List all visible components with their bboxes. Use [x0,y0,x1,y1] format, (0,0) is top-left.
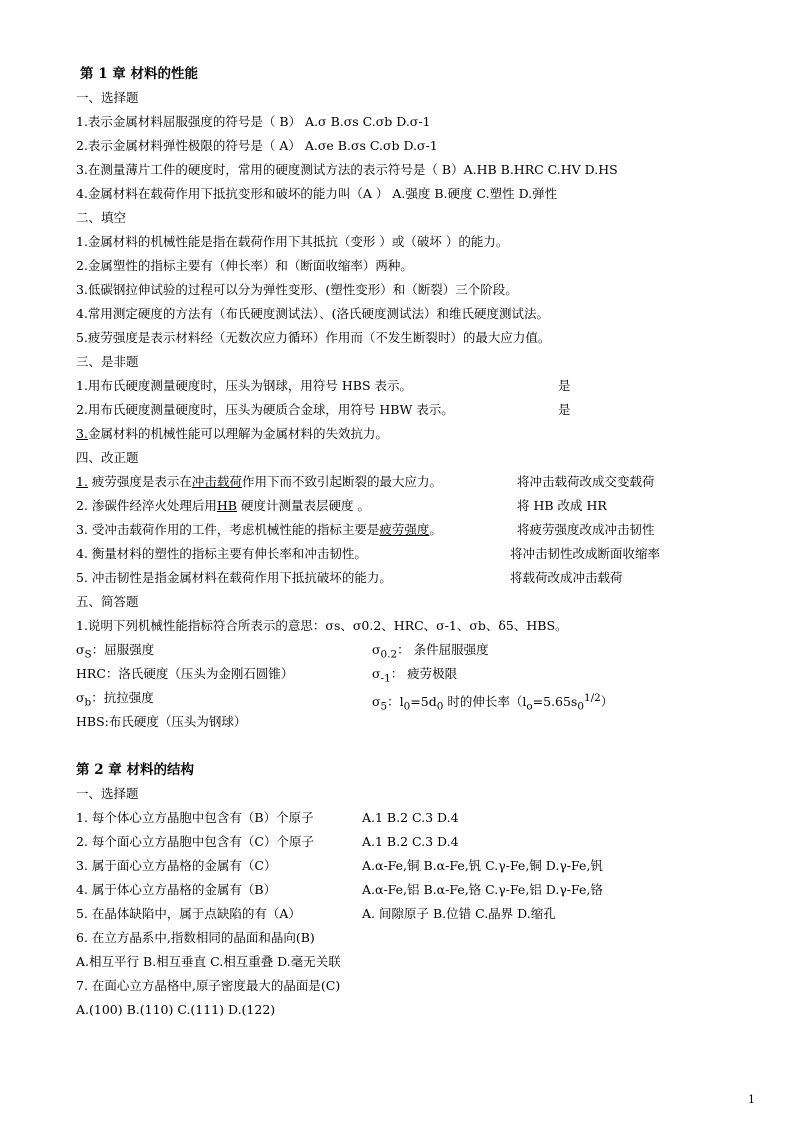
ch1-tf-1: 1.用布氏硬度测量硬度时，压头为钢球，用符号 HBS 表示。 [76,378,413,393]
subscript: 0 [577,700,584,713]
ch1-choice-q3: 3.在测量薄片工件的硬度时，常用的硬度测试方法的表示符号是（ B）A.HB B.HRC C.HV D.HS [76,162,618,177]
ch1-section-truefalse: 三、是非题 [76,354,139,369]
ch1-fill-2: 2.金属塑性的指标主要有（伸长率）和（断面收缩率）两种。 [76,258,413,273]
ch1-corr-3-answer: 将疲劳强度改成冲击韧性 [517,522,655,537]
ch1-corr-1-text-b: 作用下而不致引起断裂的最大应力。 [241,474,442,489]
subscript: b [84,696,92,709]
ch2-q1-options: A.1 B.2 C.3 D.4 [362,810,459,825]
ch2-q6-options: A.相互平行 B.相互垂直 C.相互重叠 D.毫无关联 [76,954,341,969]
ch1-answer-sigma-s [76,642,154,663]
ch1-answer-sigma-02 [372,642,489,663]
subscript: -1 [380,672,391,685]
ch1-corr-3-text-b: 。 [429,522,442,537]
ch2-section-choice: 一、选择题 [76,786,139,801]
answer-text: 时的伸长率（l [443,694,527,710]
ch1-corr-2-text-b: 硬度计测量表层硬度 。 [237,498,370,513]
ch1-corr-4-answer: 将冲击韧性改成断面收缩率 [510,546,661,561]
ch1-corr-1-number: 1. [76,474,88,489]
ch1-tf-1-answer: 是 [558,378,571,393]
ch2-q1: 1. 每个体心立方晶胞中包含有（B）个原子 [76,810,314,825]
ch1-fill-3: 3.低碳钢拉伸试验的过程可以分为弹性变形、(塑性变形）和（断裂）三个阶段。 [76,282,518,297]
ch1-answer-hrc: HRC：洛氏硬度（压头为金刚石圆锥） [76,666,294,681]
answer-text: =5.65s [532,694,578,710]
ch1-corr-5-answer: 将载荷改成冲击载荷 [510,570,623,585]
subscript: 0 [403,700,411,713]
sigma-symbol: σ [76,642,85,657]
ch1-corr-2 [76,498,370,514]
answer-text: ：屈服强度 [91,642,155,657]
ch2-q4: 4. 属于体心立方晶格的金属有（B） [76,882,277,897]
answer-text: ： 疲劳极限 [390,666,458,681]
answer-text: ：l [387,694,404,710]
ch1-tf-2-answer: 是 [558,402,571,417]
ch1-tf-3 [76,426,388,442]
ch1-section-short-answer: 五、简答题 [76,594,139,609]
ch1-corr-3 [76,522,442,538]
ch1-fill-1: 1.金属材料的机械性能是指在载荷作用下其抵抗（变形 ）或（破坏 ）的能力。 [76,234,509,249]
ch1-section-fill: 二、填空 [76,210,127,225]
ch1-corr-5: 5. 冲击韧性是指金属材料在载荷作用下抵抗破坏的能力。 [76,570,392,585]
ch1-corr-2-answer: 将 HB 改成 HR [517,498,607,513]
ch1-choice-q2: 2.表示金属材料弹性极限的符号是（ A） A.σe B.σs C.σb D.σ-1 [76,138,438,153]
ch1-corr-1 [76,474,442,490]
answer-text: ： 条件屈服强度 [397,642,489,657]
ch1-section-correction: 四、改正题 [76,450,139,465]
ch2-q2: 2. 每个面心立方晶胞中包含有（C）个原子 [76,834,314,849]
sigma-symbol: σ [372,642,381,657]
subscript: 0.2 [380,648,398,661]
answer-text: =5d [410,694,437,710]
subscript: 5 [380,700,388,713]
ch1-corr-1-underlined: 冲击载荷 [191,474,242,489]
ch2-q5: 5. 在晶体缺陷中，属于点缺陷的有（A） [76,906,301,921]
ch2-q5-options: A. 间隙原子 B.位错 C.晶界 D.缩孔 [362,906,556,921]
ch1-choice-q4: 4.金属材料在载荷作用下抵抗变形和破坏的能力叫（A ） A.强度 B.硬度 C.塑性 D.弹性 [76,186,558,201]
ch2-q6: 6. 在立方晶系中,指数相同的晶面和晶向(B) [76,930,315,945]
ch1-tf-3-text: 金属材料的机械性能可以理解为金属材料的失效抗力。 [87,426,388,441]
subscript: o [526,700,533,713]
ch1-corr-2-underlined: HB [216,498,237,513]
ch1-section-choice: 一、选择题 [76,90,139,105]
ch1-corr-4: 4. 衡量材料的塑性的指标主要有伸长率和冲击韧性。 [76,546,367,561]
ch1-answer-sigma-minus1 [372,666,457,687]
ch2-q7-options: A.(100) B.(110) C.(111) D.(122) [76,1002,276,1017]
ch1-corr-3-underlined: 疲劳强度 [379,522,430,537]
ch2-q4-options: A.α-Fe,铝 B.α-Fe,铬 C.γ-Fe,铝 D.γ-Fe,铬 [362,882,603,897]
ch1-fill-4: 4.常用测定硬度的方法有（布氏硬度测试法）、(洛氏硬度测试法）和维氏硬度测试法。 [76,306,550,321]
answer-text: ：抗拉强度 [91,690,154,705]
chapter-1-title: 第 1 章 材料的性能 [80,66,198,82]
ch1-fill-5: 5.疲劳强度是表示材料经（无数次应力循环）作用而（不发生断裂时）的最大应力值。 [76,330,551,345]
ch1-answer-sigma-b [76,690,154,711]
ch1-corr-3-text-a: 3. 受冲击载荷作用的工件，考虑机械性能的指标主要是 [76,522,380,537]
ch1-tf-3-number: 3. [76,426,88,441]
sigma-symbol: σ [372,666,381,681]
answer-text: ） [600,694,614,710]
ch2-q3: 3. 属于面心立方晶格的金属有（C） [76,858,277,873]
subscript: 0 [436,700,444,713]
ch2-q2-options: A.1 B.2 C.3 D.4 [362,834,459,849]
ch1-tf-2: 2.用布氏硬度测量硬度时，压头为硬质合金球，用符号 HBW 表示。 [76,402,454,417]
ch1-corr-1-answer: 将冲击载荷改成交变载荷 [517,474,655,489]
ch1-answer-sigma-5 [372,690,613,715]
sigma-symbol: σ [76,690,85,705]
ch1-corr-2-text-a: 2. 渗碳件经淬火处理后用 [76,498,217,513]
ch1-answer-hbs: HBS:布氏硬度（压头为钢球） [76,714,247,729]
page-number: 1 [748,1093,755,1106]
ch1-corr-1-text-a: 疲劳强度是表示在 [87,474,192,489]
sigma-symbol: σ [372,694,381,710]
ch2-q3-options: A.α-Fe,铜 B.α-Fe,钒 C.γ-Fe,铜 D.γ-Fe,钒 [362,858,603,873]
subscript: S [84,648,92,661]
ch1-short-answer-q1: 1.说明下列机械性能指标符合所表示的意思：σs、σ0.2、HRC、σ-1、σb、δ5、HBS。 [76,618,568,633]
chapter-2-title: 第 2 章 材料的结构 [76,762,194,778]
ch2-q7: 7. 在面心立方晶格中,原子密度最大的晶面是(C) [76,978,341,993]
superscript: 1/2 [583,692,601,704]
ch1-choice-q1: 1.表示金属材料屈服强度的符号是（ B） A.σ B.σs C.σb D.σ-1 [76,114,431,129]
